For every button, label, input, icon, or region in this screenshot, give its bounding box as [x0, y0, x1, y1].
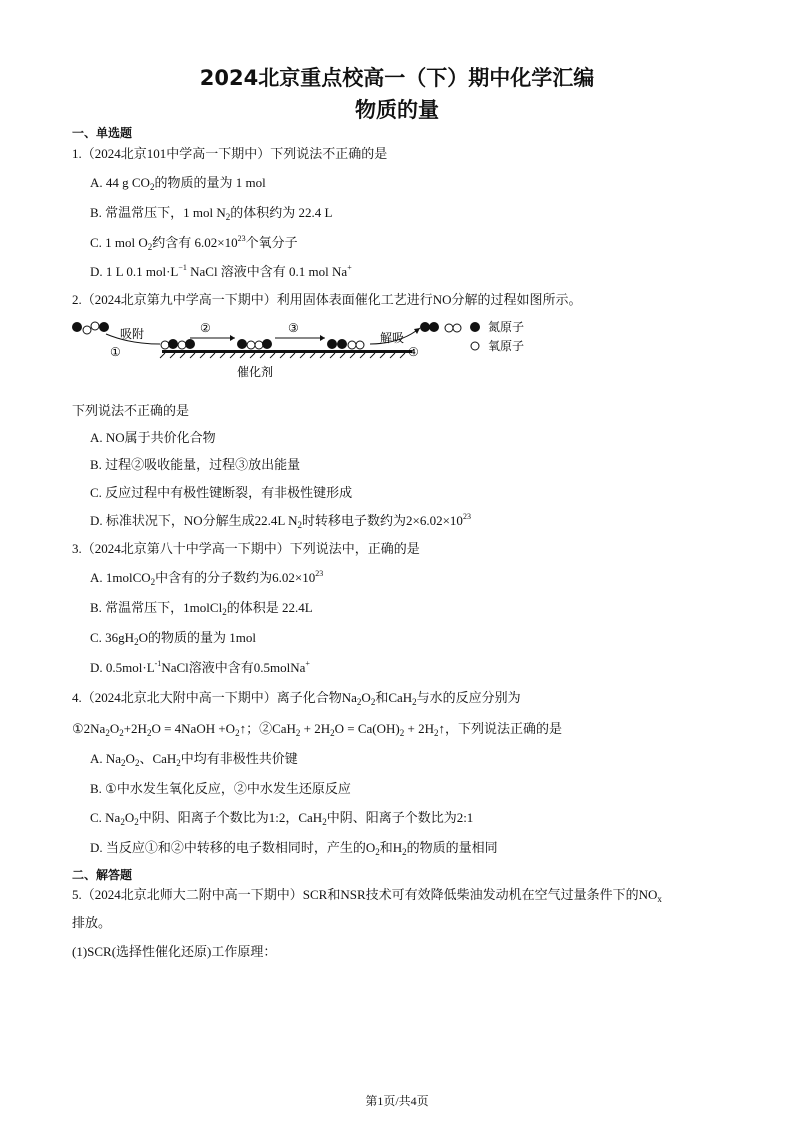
page-subtitle: 物质的量	[355, 98, 439, 122]
q3-stem: 3.（2024北京第八十中学高一下期中）下列说法中，正确的是	[72, 541, 420, 556]
q2-option-c: C. 反应过程中有极性键断裂，有非极性键形成	[90, 485, 353, 500]
o-atom-icon	[83, 326, 91, 334]
q4-option-b: B. ①中水发生氧化反应，②中水发生还原反应	[90, 781, 351, 796]
q3-option-d: D. $0.5mol\cdot L^{-1}NaCl$溶液中含有0.5molNa+	[90, 659, 310, 675]
step-1-label: ①	[110, 345, 121, 359]
q3-option-a: A. 1molCO$_2$中含有的分子数约为$6.02\times 10^{23}$	[90, 569, 324, 587]
legend-n-label: 氮原子	[488, 320, 525, 334]
q1-option-d: D. 1 L 0.1 $mol\cdot L^{-1}$ NaCl 溶液中含有 0.1 mol Na+	[90, 263, 352, 279]
q2-option-d: D. 标准状况下，NO分解生成22.4L $N_2$时转移电子数约为$2\times 6.02\times 10^{23}$	[90, 512, 471, 530]
o-atom-icon	[91, 322, 99, 330]
q4-option-a: A. $Na_2O_2$、CaH$_2$中均有非极性共价键	[90, 751, 298, 768]
step-4-label: ④	[408, 345, 419, 359]
q3-option-b: B. 常温常压下，1molCl$_2$的体积是 22.4L	[90, 600, 313, 617]
n-atom-icon	[99, 322, 109, 332]
q4-option-c: C. $Na_2O_2$中阴、阳离子个数比为1:2，CaH$_2$中阴、阳离子个数比为2:1	[90, 810, 474, 827]
q1-option-a: A. 44 g $CO_2$的物质的量为 1 mol	[90, 175, 266, 192]
n-atom-icon	[72, 322, 82, 332]
q1-stem: 1.（2024北京101中学高一下期中）下列说法不正确的是	[72, 146, 388, 161]
q2-sub-stem: 下列说法不正确的是	[72, 403, 190, 418]
catalyst-hatch	[160, 353, 405, 358]
q2-option-a: A. NO属于共价化合物	[90, 430, 216, 445]
q3-option-c: C. $36gH_2O$的物质的量为 1mol	[90, 630, 256, 647]
adsorb-label: 吸附	[120, 327, 145, 341]
page-footer: 第1页/共4页	[365, 1094, 429, 1108]
q2-stem: 2.（2024北京第九中学高一下期中）利用固体表面催化工艺进行NO分解的过程如图所示。	[72, 292, 582, 307]
q5-line-2: 排放。	[72, 915, 112, 930]
q4-option-d: D. 当反应①和②中转移的电子数相同时，产生的$O_2$和$H_2$的物质的量相同	[90, 840, 498, 857]
catalyst-surface	[162, 350, 412, 353]
catalyst-label: 催化剂	[237, 365, 274, 379]
q4-stem: 4.（2024北京北大附中高一下期中）离子化合物$Na_2O_2$和CaH$_2$与水的反应分别为	[72, 690, 521, 707]
section-single-choice: 一、单选题	[72, 126, 133, 140]
q1-option-c: C. 1 mol $O_2$约含有 $6.02\times 10^{23}$个氧分子	[90, 234, 298, 252]
step-3-label: ③	[288, 321, 299, 335]
step-2-label: ②	[200, 321, 211, 335]
q5-line-1: 5.（2024北京北师大二附中高一下期中）SCR和NSR技术可有效降低柴油发动机在空气过量条件下的$NO_x$	[72, 887, 662, 904]
page-title: 2024北京重点校高一（下）期中化学汇编	[199, 66, 595, 90]
no-decomposition-diagram	[70, 314, 570, 386]
legend-n-icon	[470, 322, 480, 332]
q1-option-b: B. 常温常压下，1 mol $N_2$的体积约为 22.4 L	[90, 205, 333, 222]
q5-line-3: (1)SCR(选择性催化还原)工作原理：	[72, 944, 277, 959]
section-answer-questions: 二、解答题	[72, 868, 133, 882]
legend-o-label: 氧原子	[488, 339, 525, 353]
q4-equations: $①2Na_2O_2+2H_2O$ = 4NaOH $+O_2↑$；②CaH$_2$ + $2H_2O = Ca(OH)_2$ + $2H_2↑$，下列说法正确的是	[72, 721, 562, 738]
desorb-label: 解吸	[380, 331, 405, 345]
legend-o-icon	[471, 342, 479, 350]
q2-option-b: B. 过程②吸收能量，过程③放出能量	[90, 457, 301, 472]
